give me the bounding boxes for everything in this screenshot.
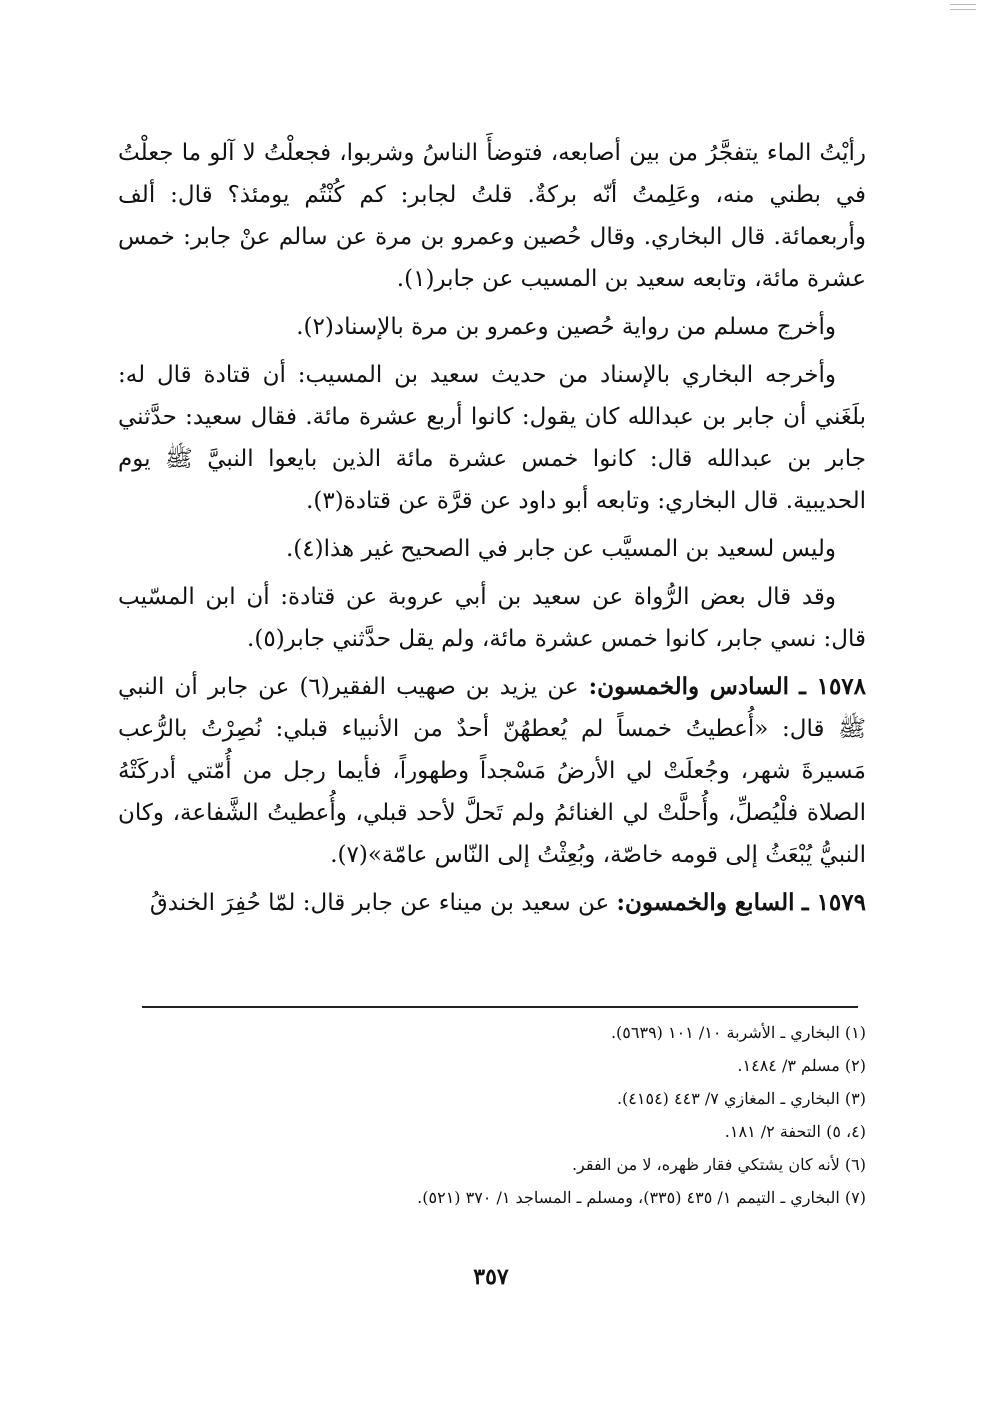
main-text (118, 132, 866, 930)
footnote-6: (٦) لأنه كان يشتكي فقار ظهره، لا من الفقر. (571, 1155, 866, 1174)
footnote-7: (٧) البخاري ـ التيمم ١/ ٤٣٥ (٣٣٥)، ومسلم ـ المساجد ١/ ٣٧٠ (٥٢١). (417, 1188, 866, 1207)
page-number: ٣٥٧ (473, 1264, 509, 1290)
corner-mark (950, 4, 976, 10)
hadith-1578 (118, 666, 866, 876)
hadith-text: عن يزيد بن صهيب الفقير(٦) عن جابر أن النبي ﷺ قال: «أُعطيتُ خمساً لم يُعطهُنّ أحدٌ من الأنبياء قبلي: نُصِرْتُ بالرُّعب مَسيرةَ شهر، وجُعلَتْ لي الأرضُ مَسْجداً وطهوراً، فأيما رجل من أُمّتي أدركَتْهُ الصلاة فلْيُصلِّ، وأُحلَّتْ لي الغنائمُ ولم تَحلَّ لأحد قبلي، وأُعطيتُ الشَّفاعة، وكان النبيُّ يُبْعَثُ إلى قومه خاصّة، وبُعِثْتُ إلى النّاس عامّة»(٧). (118, 674, 866, 868)
footnote-divider (142, 1006, 858, 1008)
footnote-4-5: (٤، ٥) التحفة ٢/ ١٨١. (724, 1122, 866, 1141)
footnote-1: (١) البخاري ـ الأشربة ١٠/ ١٠١ (٥٦٣٩). (610, 1023, 866, 1042)
hadith-title: السابع والخمسون: (616, 889, 795, 916)
hadith-number: ١٥٧٨ ـ (799, 673, 867, 700)
footnotes (118, 1016, 866, 1214)
paragraph-3: وأخرجه البخاري بالإسناد من حديث سعيد بن المسيب: أن قتادة قال له: بلَغَني أن جابر بن عبدالله كان يقول: كانوا أربع عشرة مائة. فقال سعيد: حدَّثني جابر بن عبدالله قال: كانوا خمس عشرة مائة الذين بايعوا النبيَّ ﷺ يوم الحديبية. قال البخاري: وتابعه أبو داود عن قرَّة عن قتادة(٣). (118, 362, 866, 514)
footnote-3: (٣) البخاري ـ المغازي ٧/ ٤٤٣ (٤١٥٤). (616, 1089, 866, 1108)
paragraph-4: وليس لسعيد بن المسيَّب عن جابر في الصحيح غير هذا(٤). (285, 536, 836, 562)
hadith-1579 (118, 882, 866, 924)
footnote-2: (٢) مسلم ٣/ ١٤٨٤. (737, 1056, 866, 1075)
hadith-title: السادس والخمسون: (588, 673, 790, 700)
paragraph-2: وأخرج مسلم من رواية حُصين وعمرو بن مرة بالإسناد(٢). (296, 314, 836, 340)
paragraph-5: وقد قال بعض الرُّواة عن سعيد بن أبي عروبة عن قتادة: أن ابن المسّيب قال: نسي جابر، كانوا خمس عشرة مائة، ولم يقل حدَّثني جابر(٥). (118, 584, 866, 652)
hadith-number: ١٥٧٩ ـ (801, 889, 866, 916)
hadith-text: عن سعيد بن ميناء عن جابر قال: لمّا حُفِرَ الخندقُ (149, 890, 610, 916)
paragraph-1: رأيْتُ الماء يتفجَّرُ من بين أصابعه، فتوضأَ الناسُ وشربوا، فجعلْتُ لا آلو ما جعلْتُ في بطني منه، وعَلِمتُ أنّه بركةٌ. قلتُ لجابر: كم كُنْتُم يومئذ؟ قال: ألف وأربعمائة. قال البخاري. وقال حُصين وعمرو بن مرة عن سالم عنْ جابر: خمس عشرة مائة، وتابعه سعيد بن المسيب عن جابر(١). (118, 140, 866, 292)
